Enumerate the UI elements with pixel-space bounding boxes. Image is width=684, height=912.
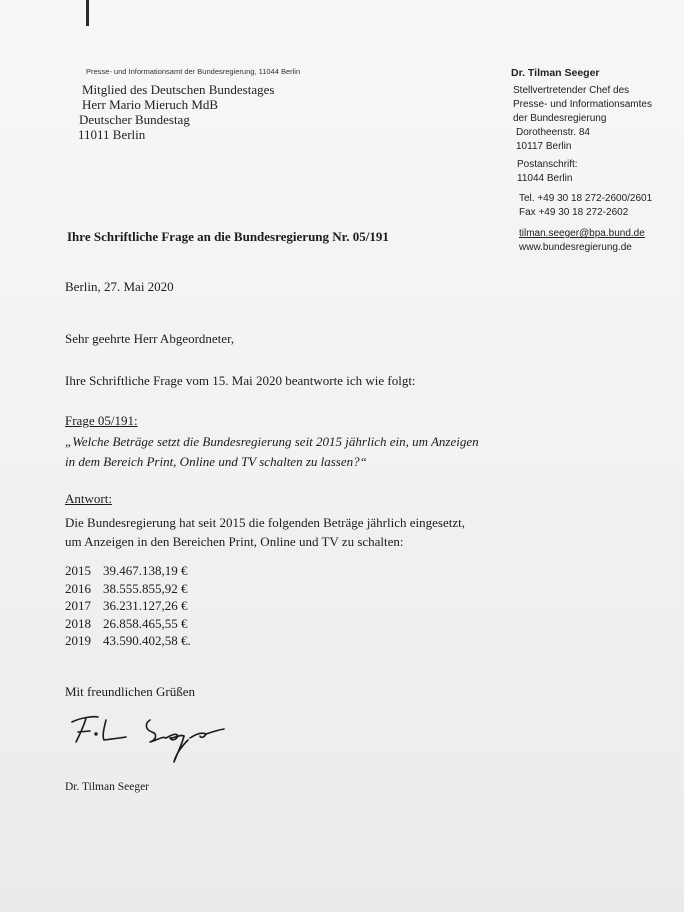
- postal-city: 11044 Berlin: [517, 173, 573, 184]
- signature-name: Dr. Tilman Seeger: [65, 781, 150, 793]
- contact-title-line: Presse- und Informationsamtes: [513, 99, 652, 110]
- closing: Mit freundlichen Grüßen: [65, 684, 195, 699]
- contact-postal-address: [517, 158, 578, 186]
- amount-year: 2016: [65, 580, 91, 596]
- answer-line: um Anzeigen in den Bereichen Print, Online und TV zu schalten:: [65, 534, 404, 549]
- recipient-line: 11011 Berlin: [78, 127, 146, 142]
- contact-street: Dorotheenstr. 84: [516, 127, 590, 138]
- amount-row: [65, 580, 191, 598]
- letter-subject: Ihre Schriftliche Frage an die Bundesregierung Nr. 05/191: [67, 229, 389, 244]
- amount-value: 36.231.127,26 €: [103, 598, 188, 613]
- amount-row: [65, 597, 191, 615]
- contact-email: tilman.seeger@bpa.bund.de: [519, 228, 645, 239]
- recipient-line: Herr Mario Mieruch MdB: [82, 97, 219, 112]
- contact-street-address: [516, 126, 590, 154]
- recipient-address: [78, 82, 274, 142]
- answer-text: [65, 513, 465, 551]
- contact-fax: Fax +49 30 18 272-2602: [519, 207, 629, 218]
- amount-year: 2015: [65, 563, 91, 578]
- salutation: Sehr geehrte Herr Abgeordneter,: [65, 331, 235, 346]
- recipient-line: Deutscher Bundestag: [79, 112, 190, 127]
- amount-row: [65, 615, 191, 633]
- contact-phone: Tel. +49 30 18 272-2600/2601: [519, 193, 653, 204]
- signature-image: [66, 708, 236, 772]
- contact-website: www.bundesregierung.de: [519, 242, 632, 253]
- answer-label: Antwort:: [65, 491, 112, 506]
- contact-name: Dr. Tilman Seeger: [511, 67, 600, 79]
- contact-online-block: [519, 227, 645, 255]
- question-line: in dem Bereich Print, Online und TV schalten zu lassen?“: [65, 454, 367, 469]
- amount-value: 43.590.402,58 €.: [103, 633, 191, 648]
- amounts-table: [65, 562, 191, 650]
- contact-title-line: Stellvertretender Chef des: [513, 85, 630, 96]
- postal-label: Postanschrift:: [517, 159, 578, 170]
- recipient-line: Mitglied des Deutschen Bundestages: [82, 82, 275, 97]
- intro-text: Ihre Schriftliche Frage vom 15. Mai 2020 beantworte ich wie folgt:: [65, 373, 416, 388]
- question-line: „Welche Beträge setzt die Bundesregierung seit 2015 jährlich ein, um Anzeigen: [65, 434, 479, 449]
- contact-city: 10117 Berlin: [516, 141, 572, 152]
- contact-phone-block: [519, 192, 652, 220]
- amount-value: 26.858.465,55 €: [103, 615, 188, 631]
- amount-value: 39.467.138,19 €: [103, 563, 188, 578]
- sender-return-line: Presse- und Informationsamt der Bundesregierung, 11044 Berlin: [86, 67, 301, 76]
- question-label: Frage 05/191:: [65, 413, 138, 428]
- amount-value: 38.555.855,92 €: [103, 580, 188, 596]
- amount-year: 2019: [65, 633, 91, 648]
- contact-title: [513, 84, 652, 126]
- amount-year: 2017: [65, 598, 91, 613]
- amount-year: 2018: [65, 615, 91, 631]
- fold-mark: [86, 0, 89, 26]
- amount-row: [65, 562, 191, 580]
- amount-row: [65, 632, 191, 650]
- answer-line: Die Bundesregierung hat seit 2015 die folgenden Beträge jährlich eingesetzt,: [65, 515, 465, 530]
- question-text: [65, 432, 479, 472]
- contact-title-line: der Bundesregierung: [513, 113, 607, 124]
- letter-date: Berlin, 27. Mai 2020: [65, 279, 174, 294]
